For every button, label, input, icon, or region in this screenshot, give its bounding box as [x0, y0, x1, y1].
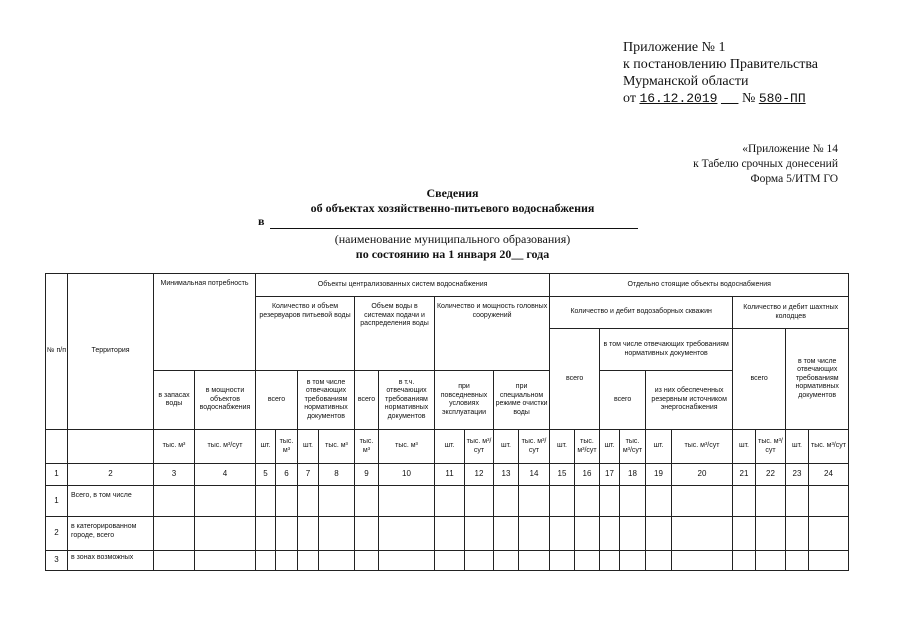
header-tanks-req: в том числе отвечающих требованиям нормативных документов: [298, 371, 355, 430]
unit-cell: тыс. м³/сут: [575, 430, 600, 464]
column-number: 11: [435, 464, 465, 486]
row-number: 1: [46, 486, 68, 517]
appendix-14-title: «Приложение № 14: [742, 143, 838, 155]
table-row: [46, 486, 849, 517]
unit-cell: тыс. м³: [355, 430, 379, 464]
column-number: 22: [756, 464, 786, 486]
appendix-14-line-2: к Табелю срочных донесений: [693, 158, 838, 170]
municipality-prefix: в: [258, 214, 265, 228]
unit-cell: тыс. м³/сут: [620, 430, 646, 464]
unit-cell: тыс. м³/сут: [519, 430, 550, 464]
unit-cell: шт.: [550, 430, 575, 464]
number-prefix: №: [741, 91, 756, 106]
column-number: 13: [494, 464, 519, 486]
header-wells-req-total: всего: [600, 371, 646, 430]
row-territory: в зонах возможных: [68, 551, 154, 571]
header-wells-total: всего: [550, 329, 600, 430]
column-number: 14: [519, 464, 550, 486]
appendix-1-line-3: Мурманской области: [623, 74, 749, 89]
column-number: 24: [809, 464, 849, 486]
column-number: 1: [46, 464, 68, 486]
unit-cell: шт.: [298, 430, 319, 464]
decree-number: 580-ПП: [758, 91, 806, 106]
unit-cell: тыс. м³/сут: [672, 430, 733, 464]
header-territory: Территория: [68, 274, 154, 430]
column-number: 19: [646, 464, 672, 486]
header-tanks-total: всего: [256, 371, 298, 430]
column-number: 12: [465, 464, 494, 486]
date-prefix: от: [623, 91, 636, 106]
column-number: 6: [276, 464, 298, 486]
header-head-structures: Количество и мощность головных сооружений: [435, 297, 550, 371]
unit-cell: шт.: [256, 430, 276, 464]
water-supply-table-body: [45, 429, 849, 571]
column-number: 4: [195, 464, 256, 486]
header-networks-req: в т.ч. отвечающих требованиям нормативных документов: [379, 371, 435, 430]
water-supply-table: [45, 273, 849, 430]
row-territory: в категорированном городе, всего: [68, 517, 154, 551]
column-number: 17: [600, 464, 620, 486]
header-wells: Количество и дебит водозаборных скважин: [550, 297, 733, 329]
appendix-1-date-line: [623, 90, 818, 107]
header-shafts: Количество и дебит шахтных колодцев: [733, 297, 849, 329]
unit-cell: тыс. м³: [154, 430, 195, 464]
header-networks: Объем воды в системах подачи и распределения воды: [355, 297, 435, 371]
header-min-need: Минимальная потребность: [154, 274, 256, 371]
column-number: 18: [620, 464, 646, 486]
header-wells-req: в том числе отвечающих требованиям нормативных документов: [600, 329, 733, 371]
units-row: [46, 430, 849, 464]
municipality-caption: (наименование муниципального образования): [334, 232, 571, 246]
row-number: 3: [46, 551, 68, 571]
unit-cell: тыс. м³/сут: [195, 430, 256, 464]
appendix-1-block: [623, 39, 818, 107]
column-number: 10: [379, 464, 435, 486]
column-number: 15: [550, 464, 575, 486]
header-reserves: в запасах воды: [154, 371, 195, 430]
column-number: 9: [355, 464, 379, 486]
column-number: 16: [575, 464, 600, 486]
header-capacity: в мощности объектов водоснабжения: [195, 371, 256, 430]
header-centralized: Объекты централизованных систем водоснабжения: [256, 274, 550, 297]
header-wells-backup: из них обеспеченных резервным источником энергоснабжения: [646, 371, 733, 430]
report-date-line: по состоянию на 1 января 20__ года: [355, 247, 550, 261]
municipality-line: [258, 214, 638, 229]
form-code: Форма 5/ИТМ ГО: [750, 173, 838, 185]
column-number: 8: [319, 464, 355, 486]
unit-cell: шт.: [733, 430, 756, 464]
unit-cell: шт.: [494, 430, 519, 464]
unit-cell: тыс. м³/сут: [809, 430, 849, 464]
column-number: 2: [68, 464, 154, 486]
header-no: № п/п: [46, 274, 68, 430]
column-numbers-row: [46, 464, 849, 486]
column-number: 23: [786, 464, 809, 486]
header-shafts-total: всего: [733, 329, 786, 430]
unit-cell: тыс. м³/сут: [756, 430, 786, 464]
unit-cell: шт.: [435, 430, 465, 464]
unit-cell: шт.: [600, 430, 620, 464]
header-separate: Отдельно стоящие объекты водоснабжения: [550, 274, 849, 297]
header-shafts-req: в том числе отвечающих требованиям нормативных документов: [786, 329, 849, 430]
header-tanks: Количество и объем резервуаров питьевой воды: [256, 297, 355, 371]
report-title: Сведения: [426, 186, 479, 200]
table-row: [46, 551, 849, 571]
unit-cell: шт.: [646, 430, 672, 464]
table-row: [46, 517, 849, 551]
unit-cell: тыс. м³: [379, 430, 435, 464]
decree-date: 16.12.2019: [639, 91, 718, 106]
appendix-1-title: Приложение № 1: [623, 40, 726, 55]
municipality-blank: [270, 216, 638, 229]
unit-cell: тыс. м³/сут: [465, 430, 494, 464]
appendix-14-block: [693, 142, 838, 187]
unit-cell: тыс. м³: [319, 430, 355, 464]
report-subtitle: об объектах хозяйственно-питьевого водоснабжения: [310, 201, 595, 215]
header-networks-total: всего: [355, 371, 379, 430]
column-number: 5: [256, 464, 276, 486]
column-number: 7: [298, 464, 319, 486]
row-territory: Всего, в том числе: [68, 486, 154, 517]
column-number: 21: [733, 464, 756, 486]
unit-cell: тыс. м³: [276, 430, 298, 464]
column-number: 20: [672, 464, 733, 486]
column-number: 3: [154, 464, 195, 486]
header-special: при специальном режиме очистки воды: [494, 371, 550, 430]
unit-cell: шт.: [786, 430, 809, 464]
header-daily: при повседневных условиях эксплуатации: [435, 371, 494, 430]
appendix-1-line-2: к постановлению Правительства: [623, 57, 819, 72]
row-number: 2: [46, 517, 68, 551]
